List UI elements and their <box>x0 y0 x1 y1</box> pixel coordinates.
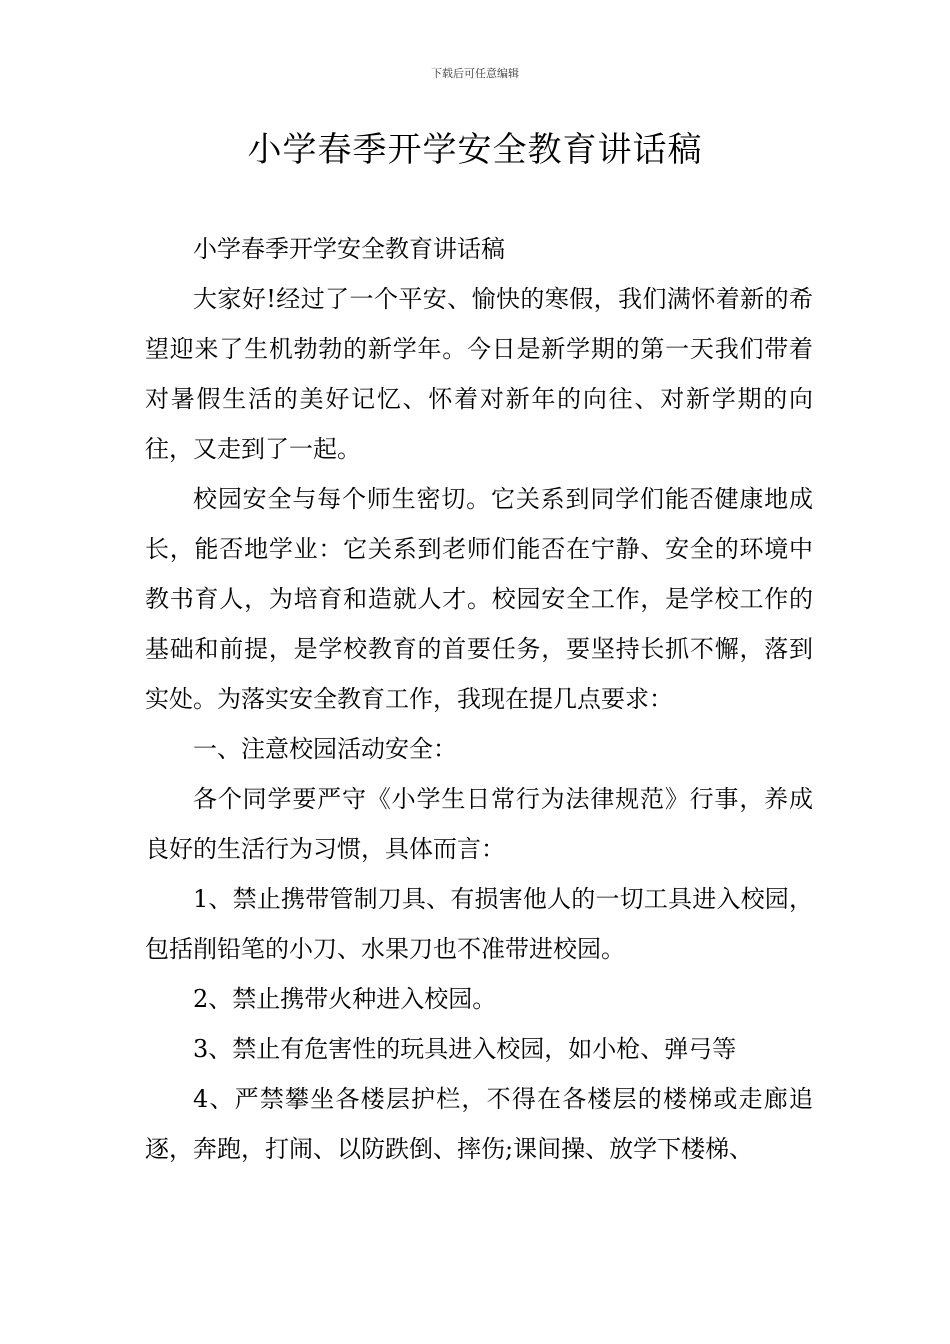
section-heading-1: 一、注意校园活动安全： <box>193 735 457 763</box>
document-body <box>145 224 813 1174</box>
rule-item-2: 2、禁止携带火种进入校园。 <box>193 985 497 1013</box>
paragraph-campus-safety: 校园安全与每个师生密切。它关系到同学们能否健康地成长，能否地学业：它关系到老师们能否在宁静、安全的环境中教书育人，为培育和造就人才。校园安全工作，是学校工作的基础和前提，是学校教育的首要任务，要坚持长抓不懈，落到实处。为落实安全教育工作，我现在提几点要求： <box>145 485 813 713</box>
rule-item-4: 4、严禁攀坐各楼层护栏，不得在各楼层的楼梯或走廊追逐，奔跑，打闹、以防跌倒、摔伤;课间操、放学下楼梯、 <box>145 1085 813 1163</box>
paragraph-subtitle: 小学春季开学安全教育讲话稿 <box>193 235 505 263</box>
header-note: 下载后可任意编辑 <box>431 67 519 80</box>
paragraph-greeting: 大家好!经过了一个平安、愉快的寒假，我们满怀着新的希望迎来了生机勃勃的新学年。今日是新学期的第一天我们带着对暑假生活的美好记忆、怀着对新年的向往、对新学期的向往，又走到了一起。 <box>145 285 813 463</box>
page-title: 小学春季开学安全教育讲话稿 <box>247 130 703 170</box>
rule-item-3: 3、禁止有危害性的玩具进入校园，如小枪、弹弓等 <box>193 1035 737 1063</box>
paragraph-rules-intro: 各个同学要严守《小学生日常行为法律规范》行事，养成良好的生活行为习惯，具体而言： <box>145 785 813 863</box>
rule-item-1: 1、禁止携带管制刀具、有损害他人的一切工具进入校园，包括削铅笔的小刀、水果刀也不准带进校园。 <box>145 885 813 963</box>
